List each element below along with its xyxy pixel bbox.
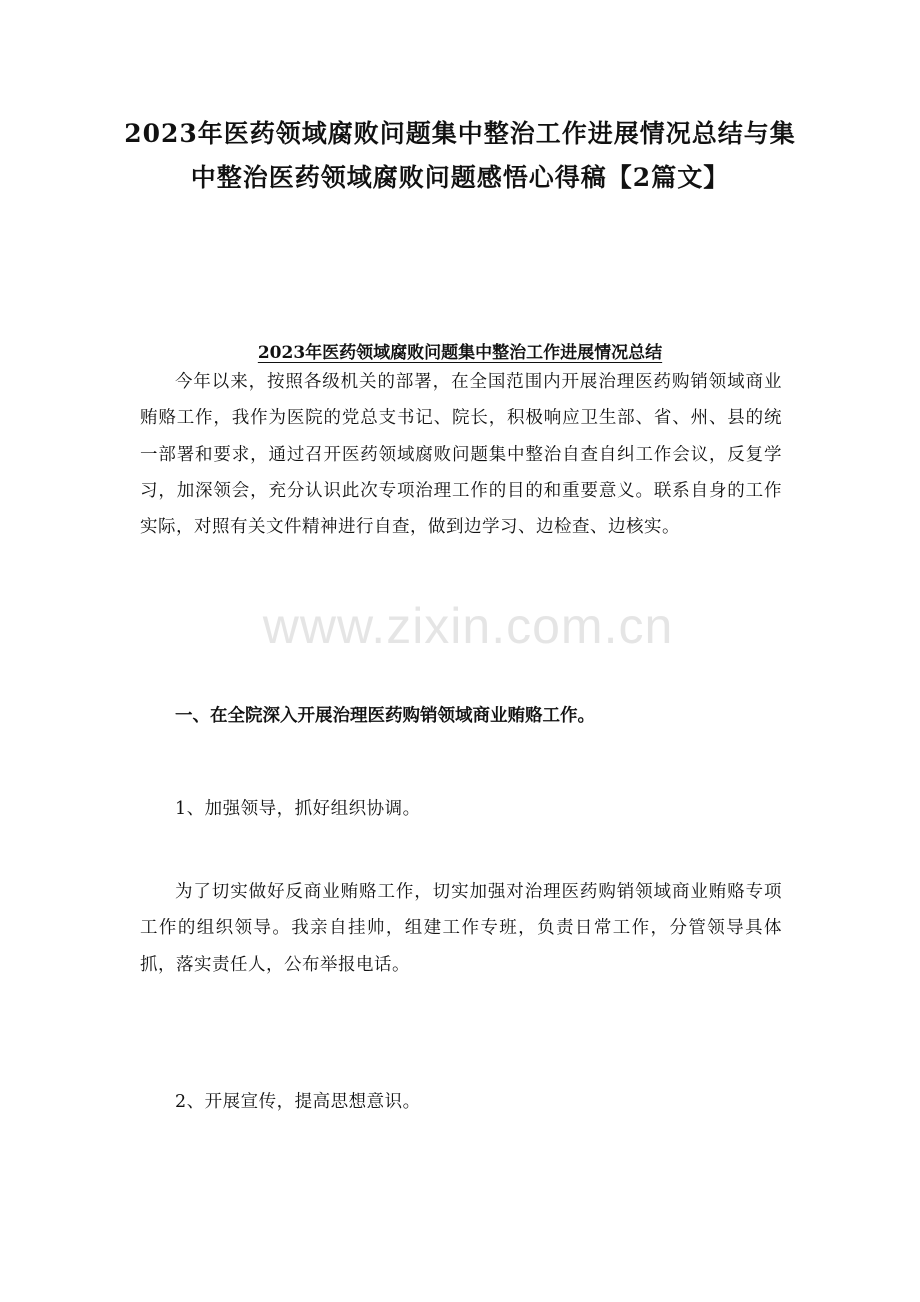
item-two-heading: 2、开展宣传，提高思想意识。 <box>175 1092 421 1112</box>
item-one-heading: 1、加强领导，抓好组织协调。 <box>175 799 421 819</box>
section-title: 2023年医药领域腐败问题集中整治工作进展情况总结 <box>257 343 663 363</box>
document-title: 2023年医药领域腐败问题集中整治工作进展情况总结与集中整治医药领域腐败问题感悟心得稿【2篇文】 <box>124 119 796 192</box>
heading-one: 一、在全院深入开展治理医药购销领域商业贿赂工作。 <box>175 706 595 726</box>
intro-paragraph: 今年以来，按照各级机关的部署，在全国范围内开展治理医药购销领域商业贿赂工作，我作为医院的党总支书记、院长，积极响应卫生部、省、州、县的统一部署和要求，通过召开医药领域腐败问题集中整治自查自纠工作会议，反复学习，加深领会，充分认识此次专项治理工作的目的和重要意义。联系自身的工作实际，对照有关文件精神进行自查，做到边学习、边检查、边核实。 <box>140 372 782 538</box>
item-one-paragraph: 为了切实做好反商业贿赂工作，切实加强对治理医药购销领域商业贿赂专项工作的组织领导。我亲自挂帅，组建工作专班，负责日常工作，分管领导具体抓，落实责任人，公布举报电话。 <box>140 882 782 975</box>
watermark: www.zixin.com.cn <box>262 598 674 654</box>
